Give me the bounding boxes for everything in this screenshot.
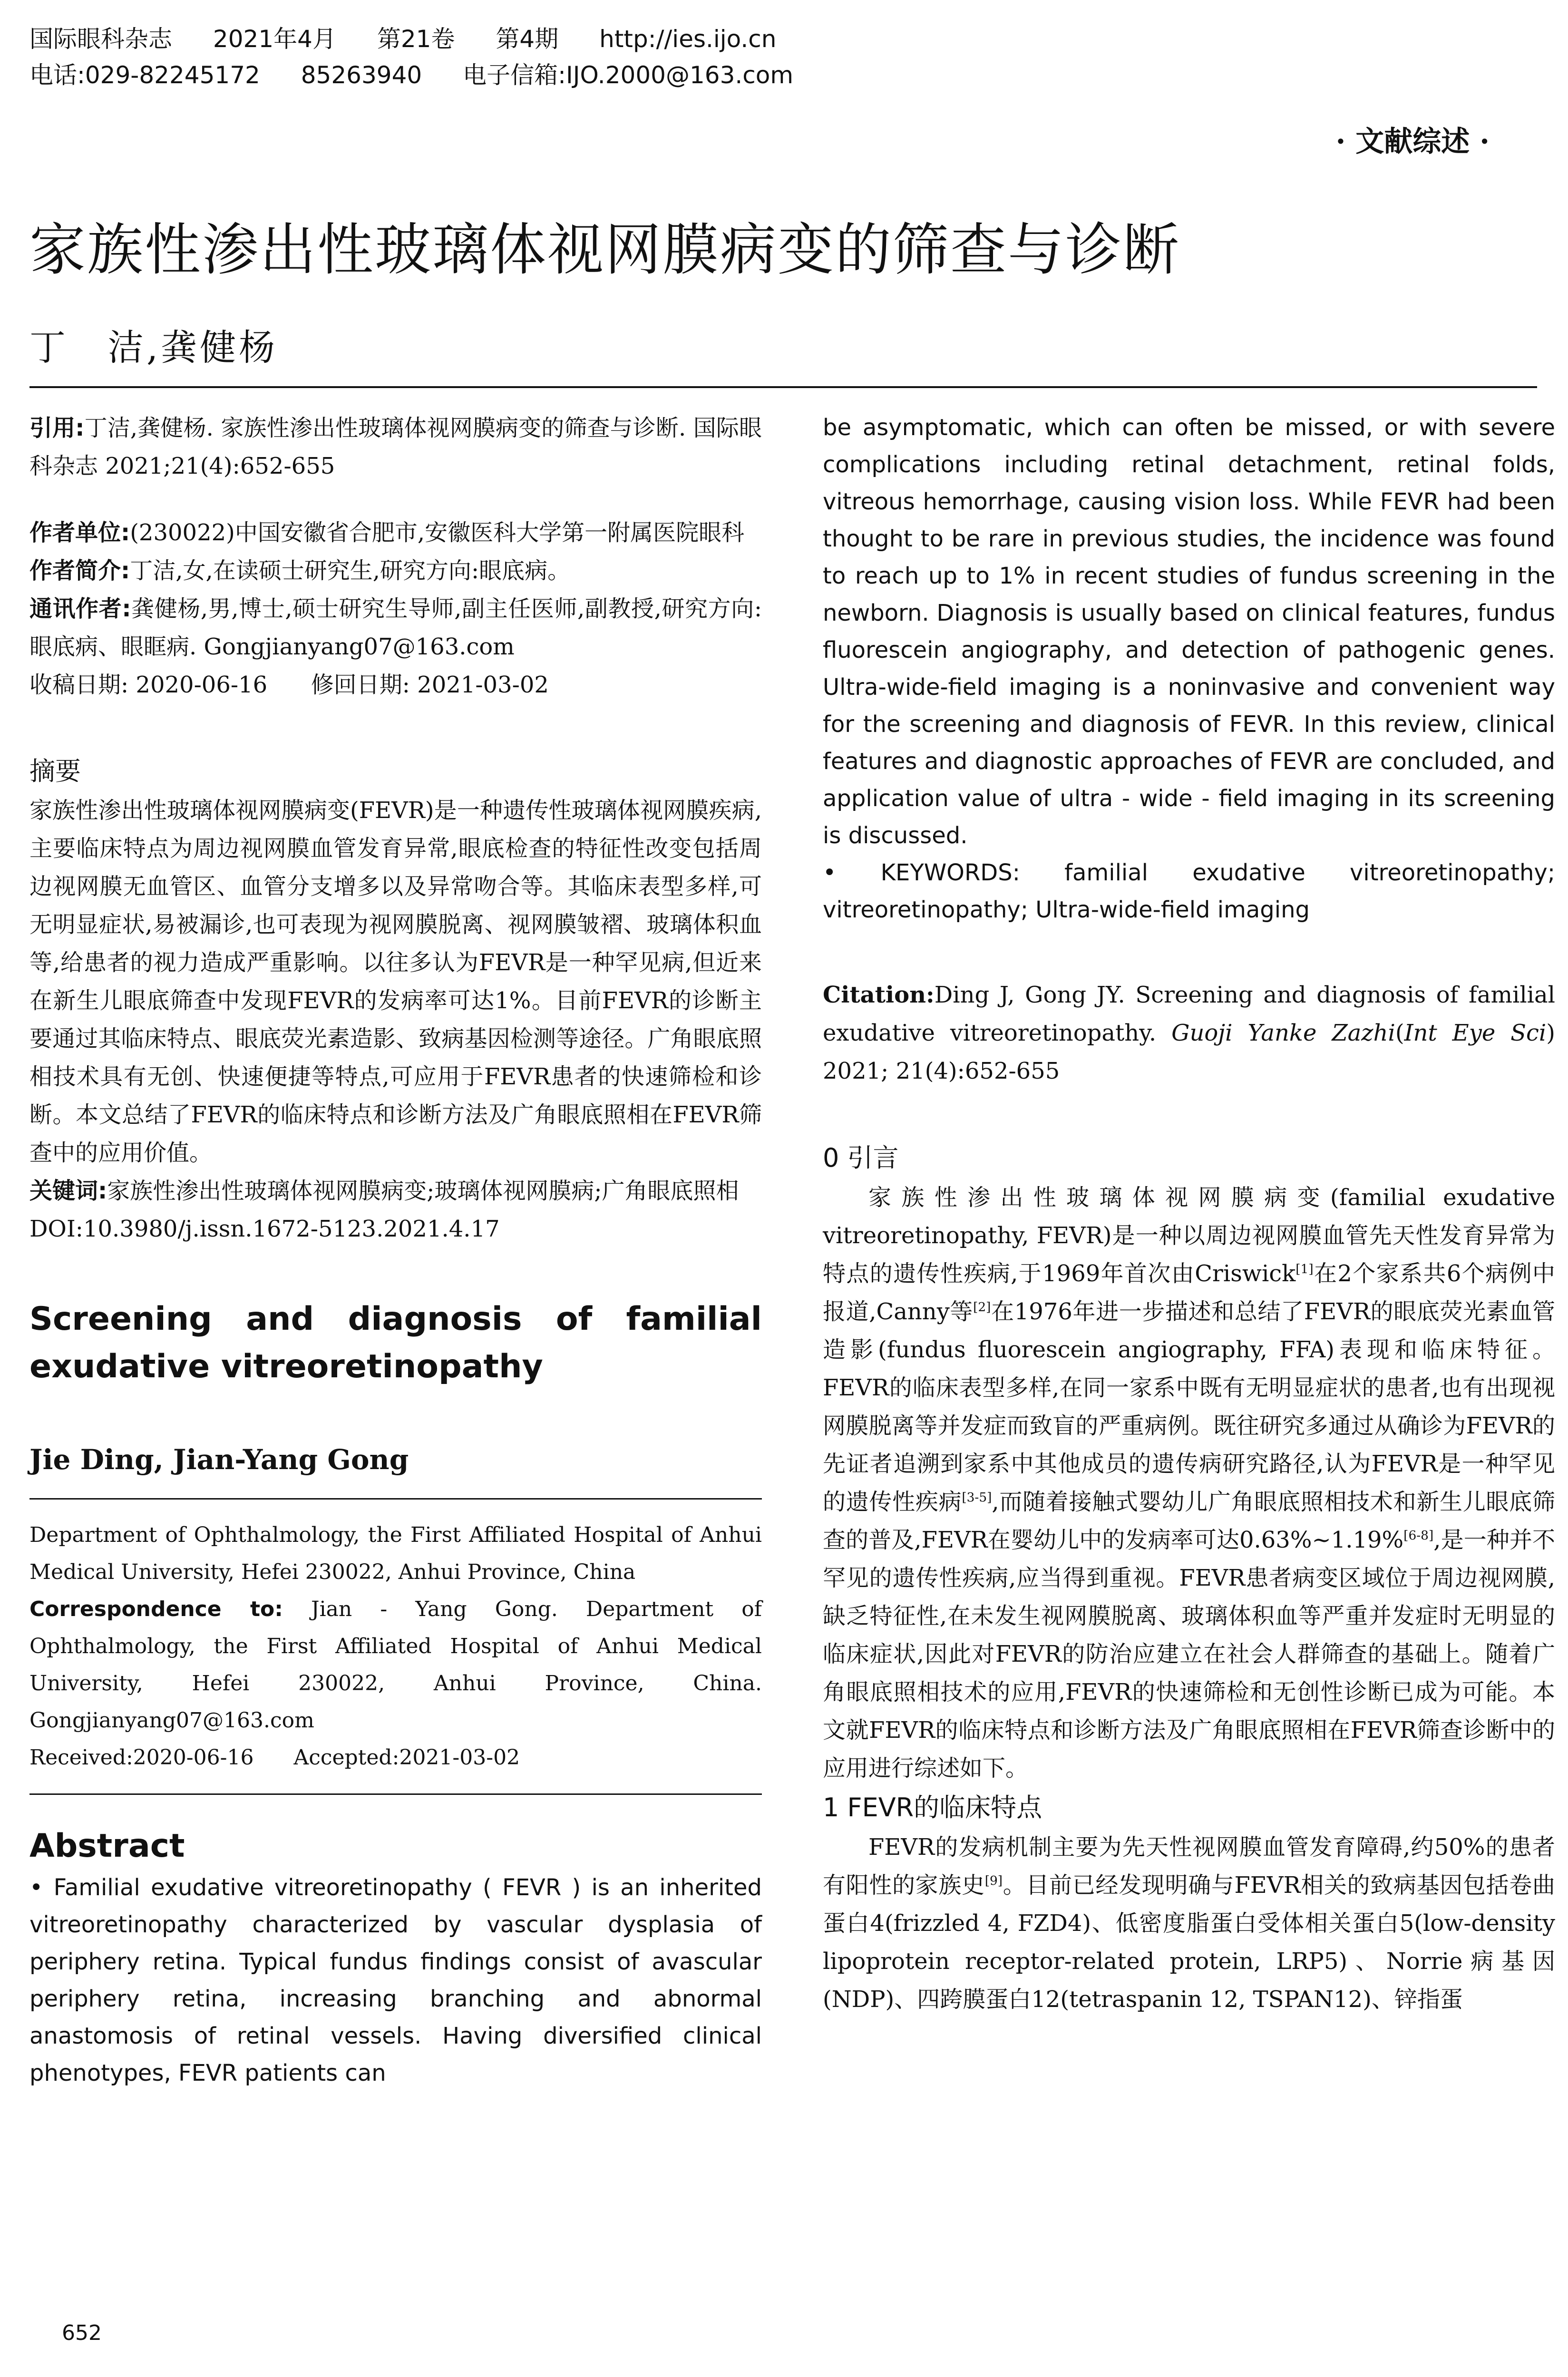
keywords-en-text: familial exudative vitreoretinopathy; vitreoretinopathy; Ultra-wide-field imaging bbox=[823, 859, 1555, 923]
reference-mark[interactable]: [9] bbox=[984, 1873, 1003, 1888]
reference-mark[interactable]: [6-8] bbox=[1403, 1528, 1434, 1543]
section-1-heading: 1 FEVR的临床特点 bbox=[823, 1792, 1042, 1822]
volume: 第21卷 bbox=[377, 25, 455, 53]
citation-cn-text: 丁洁,龚健杨. 家族性渗出性玻璃体视网膜病变的筛查与诊断. 国际眼科杂志 2021;21(4):652-655 bbox=[29, 415, 762, 479]
reference-mark[interactable]: [3-5] bbox=[962, 1490, 992, 1505]
authors-cn: 丁 洁,龚健杨 bbox=[29, 326, 278, 369]
text-run: 。目前已经发现明确与FEVR相关的致病基因包括卷曲蛋白4(frizzled 4, FZD4)、低密度脂蛋白受体相关蛋白5(low-density lipoprotein receptor-related protein, LRP5)、Norrie病基因(NDP)、四跨膜蛋白12(tetraspanin 12, TSPAN12)、锌指蛋 bbox=[823, 1872, 1555, 2013]
citation-en-label: Citation: bbox=[823, 982, 935, 1008]
paper-title: 家族性渗出性玻璃体视网膜病变的筛查与诊断 bbox=[29, 217, 1181, 283]
citation-en-paren: ( bbox=[1395, 1020, 1404, 1046]
text-run: ,而随着接触式婴幼儿广角眼底照相技术和新生儿眼底筛查的普及,FEVR在婴幼儿中的发病率可达0.63%~1.19% bbox=[823, 1489, 1555, 1553]
info-label: 作者单位: bbox=[29, 519, 130, 546]
text-run: FEVR的发病机制主要为先天性视网膜血管发育障碍,约50%的患者有阳性的家族史 bbox=[823, 1834, 1555, 1899]
abstract-en-text-part1: • Familial exudative vitreoretinopathy ( FEVR ) is an inherited vitreoretinopathy characterized by vascular dysplasia of periphery retina. Typical fundus findings consist of avascular periphery retina, increasing branching and abnormal anastomosis of retinal vessels. Having diversified clinical phenotypes, FEVR patients can bbox=[29, 1874, 762, 2086]
accepted-date-en: Accepted:2021-03-02 bbox=[293, 1745, 520, 1770]
abstract-cn-text: 家族性渗出性玻璃体视网膜病变(FEVR)是一种遗传性玻璃体视网膜疾病,主要临床特点为周边视网膜血管发育异常,眼底检查的特征性改变包括周边视网膜无血管区、血管分支增多以及异常吻合等。其临床表型多样,可无明显症状,易被漏诊,也可表现为视网膜脱离、视网膜皱褶、玻璃体积血等,给患者的视力造成严重影响。以往多认为FEVR是一种罕见病,但近来在新生儿眼底筛查中发现FEVR的发病率可达1%。目前FEVR的诊断主要通过其临床特点、眼底荧光素造影、致病基因检测等途径。广角眼底照相技术具有无创、快速便捷等特点,可应用于FEVR患者的快速筛检和诊断。本文总结了FEVR的临床特点和诊断方法及广角眼底照相在FEVR筛查中的应用价值。 bbox=[29, 797, 762, 1166]
keywords-cn bbox=[29, 1172, 762, 1210]
section-0-heading: 0 引言 bbox=[823, 1143, 899, 1173]
info-text: (230022)中国安徽省合肥市,安徽医科大学第一附属医院眼科 bbox=[130, 519, 745, 546]
journal-name: 国际眼科杂志 bbox=[29, 25, 172, 53]
journal-header-line-2 bbox=[29, 57, 1537, 93]
page-number: 652 bbox=[62, 2321, 102, 2345]
text-run: ,是一种并不罕见的遗传性疾病,应当得到重视。FEVR患者病变区域位于周边视网膜,缺乏特征性,在未发生视网膜脱离、玻璃体积血等严重并发症时无明显的临床症状,因此对FEVR的防治应建立在社会人群筛查的基础上。随着广角眼底照相技术的应用,FEVR的快速筛检和无创性诊断已成为可能。本文就FEVR的临床特点和诊断方法及广角眼底照相在FEVR筛查诊断中的应用进行综述如下。 bbox=[823, 1527, 1555, 1782]
author-affiliation-cn bbox=[29, 514, 762, 552]
journal-header-line-1 bbox=[29, 21, 1537, 57]
received-date-cn: 收稿日期: 2020-06-16 bbox=[29, 672, 268, 698]
citation-en-text-a: Ding J, Gong JY. Screening and diagnosis of familial exudative vitreoretinopathy. bbox=[823, 982, 1555, 1046]
abstract-en-text-part2: be asymptomatic, which can often be missed, or with severe complications including retinal detachment, retinal folds, vitreous hemorrhage, causing vision loss. While FEVR had been thought to be rare in previous studies, the incidence was found to reach up to 1% in recent studies of fundus screening in the newborn. Diagnosis is usually based on clinical features, fundus fluorescein angiography, and detection of pathogenic genes. Ultra-wide-field imaging is a noninvasive and convenient way for the screening and diagnosis of FEVR. In this review, clinical features and diagnostic approaches of FEVR are concluded, and application value of ultra - wide - field imaging in its screening is discussed. bbox=[823, 414, 1555, 849]
title-divider bbox=[29, 386, 1537, 388]
section-tag: · 文献综述 · bbox=[1335, 125, 1490, 158]
keywords-en bbox=[823, 854, 1555, 928]
citation-en-journal-abbr: Int Eye Sci bbox=[1404, 1020, 1547, 1046]
author-bio-cn bbox=[29, 552, 762, 590]
received-date-en: Received:2020-06-16 bbox=[29, 1745, 254, 1770]
text-run: 家族性渗出性玻璃体视网膜病变(familial exudative vitreoretinopathy, FEVR)是一种以周边视网膜血管先天性发育异常为特点的遗传性疾病,于1969年首次由Criswick bbox=[823, 1184, 1555, 1287]
text-run: 在2个家系共6个病例中报道,Canny等 bbox=[823, 1260, 1555, 1325]
info-text: 丁洁,女,在读硕士研究生,研究方向:眼底病。 bbox=[130, 557, 571, 584]
text-run: 在1976年进一步描述和总结了FEVR的眼底荧光素血管造影(fundus fluorescein angiography, FFA)表现和临床特征。FEVR的临床表型多样,在同一家系中既有无明显症状的患者,也有出现视网膜脱离等并发症而致盲的严重病例。既往研究多通过从确诊为FEVR的先证者追溯到家系中其他成员的遗传病研究路径,认为FEVR是一种罕见的遗传性疾病 bbox=[823, 1298, 1555, 1515]
affiliation-en: Department of Ophthalmology, the First Affiliated Hospital of Anhui Medical University, Hefei 230022, Anhui Province, China bbox=[29, 1523, 762, 1584]
correspondence-label: Correspondence to: bbox=[29, 1597, 283, 1621]
citation-en-journal: Guoji Yanke Zazhi bbox=[1171, 1020, 1395, 1046]
journal-url[interactable]: http://ies.ijo.cn bbox=[599, 25, 777, 53]
phone: 电话:029-82245172 bbox=[29, 61, 260, 89]
citation-cn-label: 引用: bbox=[29, 415, 85, 441]
reference-mark[interactable]: [2] bbox=[973, 1300, 991, 1315]
section-0-paragraph bbox=[823, 1179, 1555, 1787]
citation-en bbox=[823, 976, 1555, 1090]
citation-en-text-b: ) 2021; 21(4):652-655 bbox=[823, 1020, 1556, 1084]
phone-2: 85263940 bbox=[301, 61, 422, 89]
correspondence-en bbox=[29, 1591, 762, 1739]
correspondence-text: Jian - Yang Gong. Department of Ophthalmology, the First Affiliated Hospital of Anhui Medical University, Hefei 230022, Anhui Province, China. Gongjianyang07@163.com bbox=[29, 1597, 762, 1733]
left-column bbox=[29, 409, 762, 2092]
info-text: 龚健杨,男,博士,硕士研究生导师,副主任医师,副教授,研究方向:眼底病、眼眶病. Gongjianyang07@163.com bbox=[29, 595, 762, 660]
dates-en bbox=[29, 1739, 762, 1776]
reference-mark[interactable]: [1] bbox=[1295, 1262, 1314, 1276]
keywords-cn-text: 家族性渗出性玻璃体视网膜病变;玻璃体视网膜病;广角眼底照相 bbox=[107, 1178, 739, 1204]
revised-date-cn: 修回日期: 2021-03-02 bbox=[311, 672, 549, 698]
keywords-cn-label: 关键词: bbox=[29, 1178, 107, 1204]
corresponding-author-cn bbox=[29, 590, 762, 666]
info-label: 通讯作者: bbox=[29, 595, 131, 622]
dates-cn bbox=[29, 666, 762, 704]
info-label: 作者简介: bbox=[29, 557, 130, 584]
abstract-en-heading: Abstract bbox=[29, 1827, 185, 1865]
issue-date: 2021年4月 bbox=[213, 25, 336, 53]
doi[interactable]: DOI:10.3980/j.issn.1672-5123.2021.4.17 bbox=[29, 1216, 500, 1242]
journal-header bbox=[29, 21, 1537, 93]
section-1-paragraph bbox=[823, 1828, 1555, 2018]
keywords-en-label: • KEYWORDS: bbox=[823, 859, 1020, 886]
issue: 第4期 bbox=[496, 25, 559, 53]
authors-en: Jie Ding, Jian-Yang Gong bbox=[29, 1443, 409, 1476]
abstract-cn-heading: 摘要 bbox=[29, 756, 81, 786]
citation-cn bbox=[29, 409, 762, 485]
email[interactable]: 电子信箱:IJO.2000@163.com bbox=[463, 61, 794, 89]
title-en: Screening and diagnosis of familial exudative vitreoretinopathy bbox=[29, 1300, 762, 1385]
right-column bbox=[823, 409, 1555, 2018]
